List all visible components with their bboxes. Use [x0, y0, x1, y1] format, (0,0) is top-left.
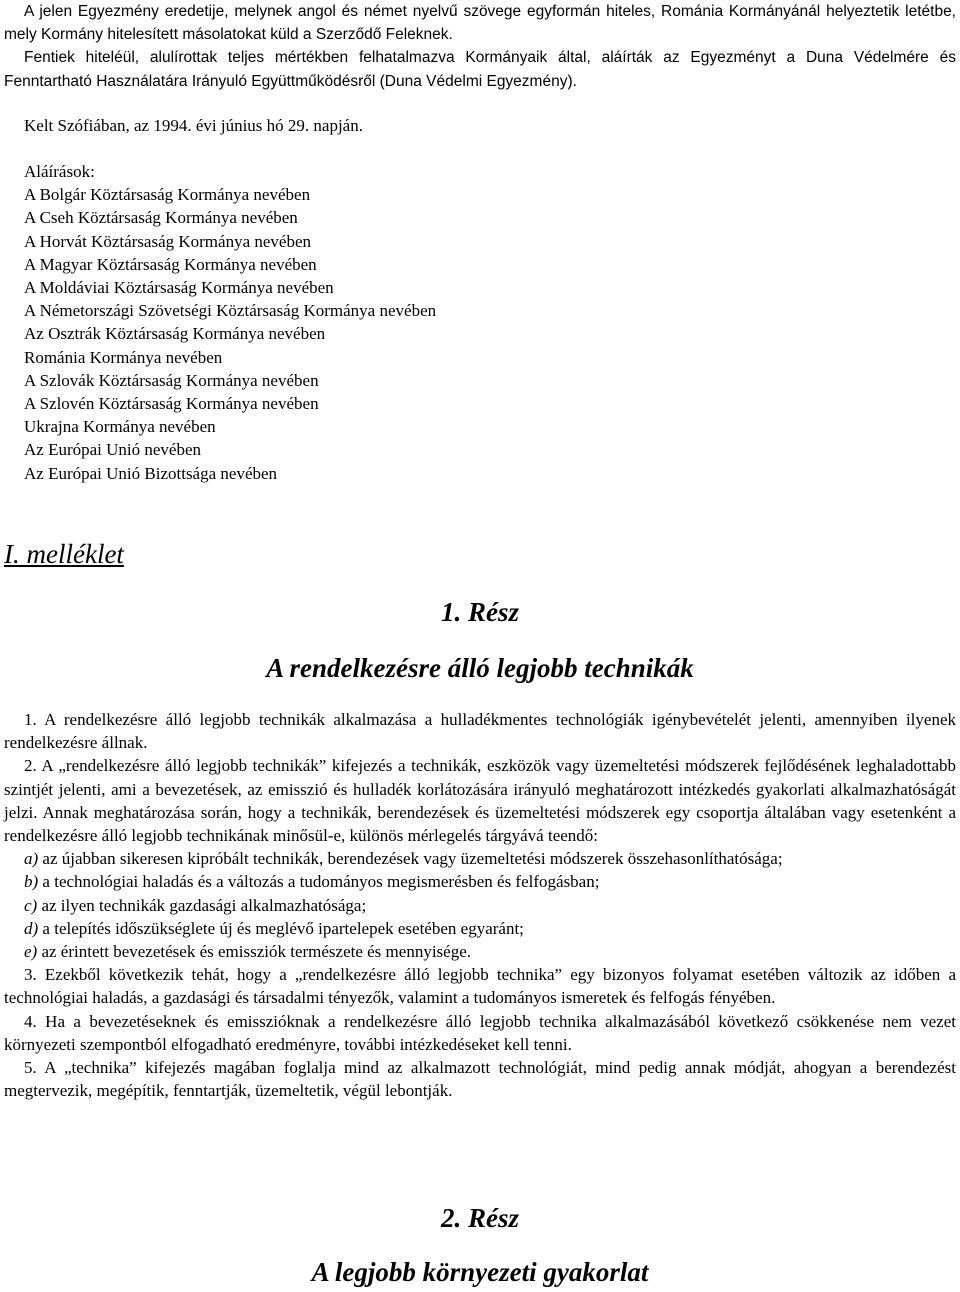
criteria-letter: a) [24, 849, 39, 869]
part2-title: A legjobb környezeti gyakorlat [311, 1257, 649, 1287]
criteria-letter: b) [24, 872, 39, 892]
criteria-item [4, 847, 956, 870]
criteria-text: a telepítés időszükséglete új és meglévő ipartelepek esetében egyaránt; [38, 918, 524, 938]
dated-line: Kelt Szófiában, az 1994. évi június hó 29. napján. [24, 116, 363, 135]
signature-item: Ukrajna Kormánya nevében [24, 417, 216, 437]
criteria-text: a technológiai haladás és a változás a tudományos megismerésben és felfogásban; [38, 872, 600, 892]
criteria-letter: c) [24, 895, 38, 915]
part1-paragraph-5: 5. A „technika” kifejezés magában foglalja mind az alkalmazott technológiát, mind pedig annak módját, ahogyan a berendezést megtervezik, megépítik, fenntartják, üzemeltetik, végül lebontják. [4, 1058, 956, 1101]
criteria-item [4, 940, 956, 963]
annex-title: I. melléklet [4, 539, 124, 569]
intro-paragraph-deposit: A jelen Egyezmény eredetije, melynek angol és német nyelvű szövege egyformán hiteles, Románia Kormányánál helyeztetik letétbe, mely Kormány hitelesített másolatokat küld a Szerződő Feleknek. [4, 3, 956, 44]
intro-section [4, 0, 956, 93]
signature-item: A Németországi Szövetségi Köztársaság Kormánya nevében [24, 301, 437, 321]
part1-number: 1. Rész [440, 597, 519, 627]
part1-paragraph-2: 2. A „rendelkezésre álló legjobb technikák” kifejezés a technikák, eszközök vagy üzemeltetési módszerek fejlődésének leghaladottabb szintjét jelenti, ami a bevezetések, az emisszió és hulladék korlátozására irányuló meghatározott intézkedés gyakorlati alkalmazhatóságát jelzi. Annak meghatározása során, hogy a technikák, berendezések és üzemeltetési módszerek egy csoportja általában vagy esetenként a rendelkezésre álló legjobb technikának minősül-e, különös mérlegelés tárgyává teendő: [4, 756, 956, 846]
intro-paragraph-witness: Fentiek hiteléül, alulírottak teljes mértékben felhatalmazva Kormányaik által, aláírták az Egyezményt a Duna Védelmére és Fenntartható Használatára Irányuló Együttműködésről (Duna Védelmi Egyezmény). [4, 49, 956, 90]
criteria-text: az ilyen technikák gazdasági alkalmazhatósága; [37, 895, 367, 915]
signature-item: A Szlovén Köztársaság Kormánya nevében [24, 394, 319, 414]
signature-item: A Bolgár Köztársaság Kormánya nevében [24, 185, 311, 205]
signature-item: A Moldáviai Köztársaság Kormánya nevében [24, 278, 334, 298]
signature-item: A Horvát Köztársaság Kormánya nevében [24, 231, 312, 251]
signatures-section [24, 160, 924, 485]
part1-paragraph-4: 4. Ha a bevezetéseknek és emisszióknak a rendelkezésre álló legjobb technika alkalmazásából következő csökkenése nem vezet környezeti szempontból elfogadható eredményre, további intézkedéseket kell tenni. [4, 1011, 956, 1054]
signature-item: A Cseh Köztársaság Kormánya nevében [24, 208, 298, 228]
criteria-list [4, 847, 956, 963]
part2-number: 2. Rész [440, 1203, 519, 1233]
signature-item: Az Osztrák Köztársaság Kormánya nevében [24, 324, 326, 344]
part1-title: A rendelkezésre álló legjobb technikák [266, 653, 694, 683]
criteria-item [4, 917, 956, 940]
signature-item: A Szlovák Köztársaság Kormánya nevében [24, 370, 319, 390]
criteria-text: az újabban sikeresen kipróbált technikák, berendezések vagy üzemeltetési módszerek összehasonlíthatósága; [38, 849, 783, 869]
criteria-item [4, 894, 956, 917]
criteria-letter: e) [24, 942, 38, 962]
criteria-text: az érintett bevezetések és emissziók természete és mennyisége. [37, 942, 472, 962]
signatures-heading: Aláírások: [24, 162, 95, 181]
criteria-item [4, 870, 956, 893]
part1-paragraph-3: 3. Ezekből következik tehát, hogy a „rendelkezésre álló legjobb technika” egy bizonyos folyamat esetében változik az időben a technológiai haladás, a gazdasági és társadalmi tényezők, valamint a tudományos ismeretek és felfogás fényében. [4, 965, 956, 1008]
part1-body [4, 708, 956, 1102]
signature-item: Az Európai Unió nevében [24, 440, 202, 460]
signature-item: A Magyar Köztársaság Kormánya nevében [24, 254, 317, 274]
signature-item: Románia Kormánya nevében [24, 347, 223, 367]
signature-list [24, 183, 924, 485]
signature-item: Az Európai Unió Bizottsága nevében [24, 463, 278, 483]
criteria-letter: d) [24, 918, 39, 938]
part1-paragraph-1: 1. A rendelkezésre álló legjobb technikák alkalmazása a hulladékmentes technológiák igénybevételét jelenti, amennyiben ilyenek rendelkezésre állnak. [4, 710, 956, 753]
